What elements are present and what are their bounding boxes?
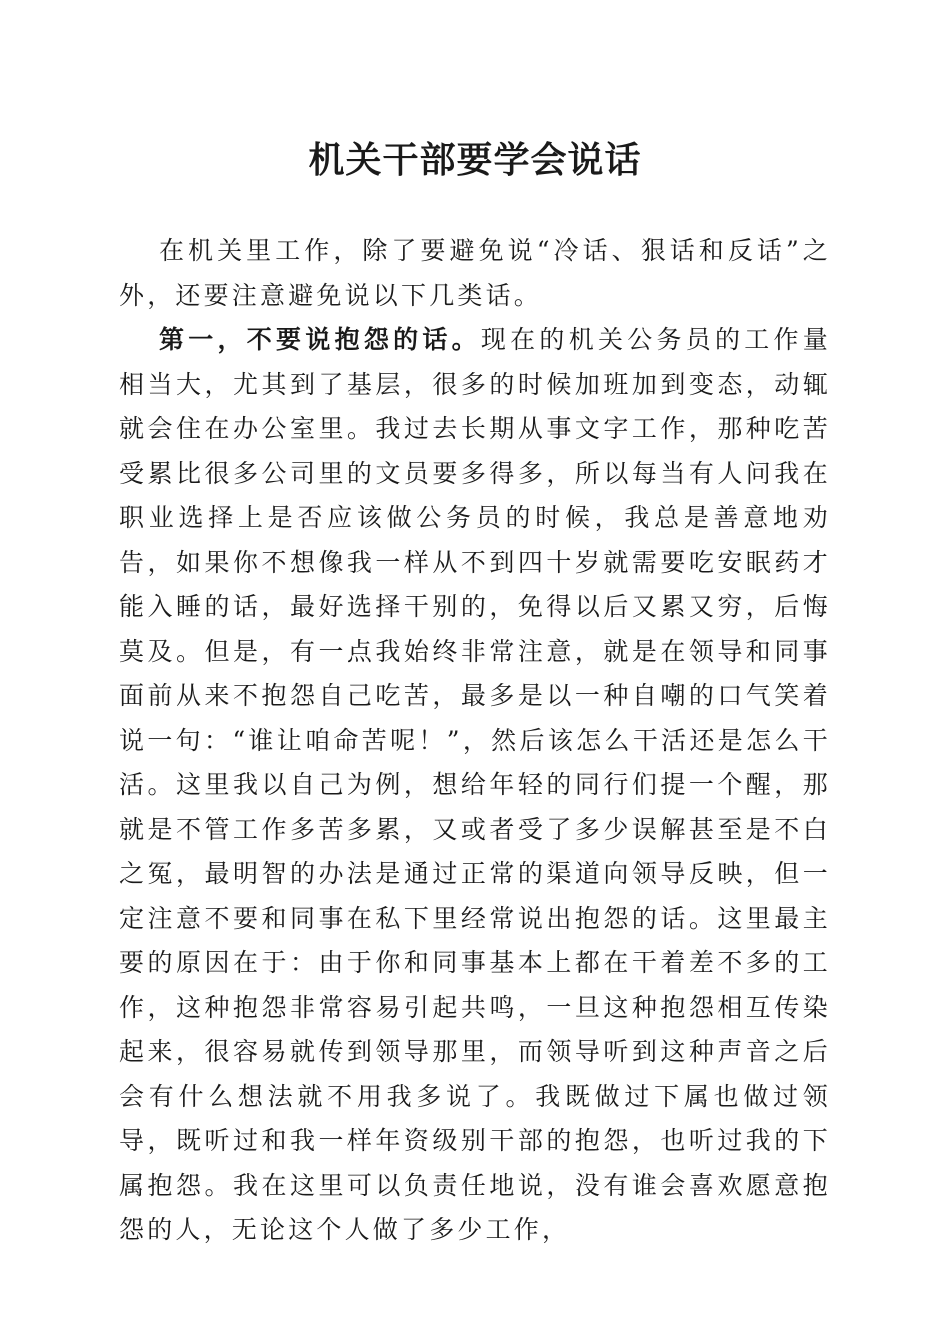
paragraph-text: 在机关里工作，除了要避免说“冷话、狠话和反话”之外，还要注意避免说以下几类话。 xyxy=(119,236,831,310)
paragraph-text: 现在的机关公务员的工作量相当大，尤其到了基层，很多的时候加班加到变态，动辄就会住在办公室里。我过去长期从事文字工作，那种吃苦受累比很多公司里的文员要多得多，所以每当有人问我在职业选择上是否应该做公务员的时候，我总是善意地劝告，如果你不想像我一样从不到四十岁就需要吃安眠药才能入睡的话，最好选择干别的，免得以后又累又穷，后悔莫及。但是，有一点我始终非常注意，就是在领导和同事面前从来不抱怨自己吃苦，最多是以一种自嘲的口气笑着说一句：“谁让咱命苦呢！”，然后该怎么干活还是怎么干活。这里我以自己为例，想给年轻的同行们提一个醒，那就是不管工作多苦多累，又或者受了多少误解甚至是不白之冤，最明智的办法是通过正常的渠道向领导反映，但一定注意不要和同事在私下里经常说出抱怨的话。这里最主要的原因在于：由于你和同事基本上都在干着差不多的工作，这种抱怨非常容易引起共鸣，一旦这种抱怨相互传染起来，很容易就传到领导那里，而领导听到这种声音之后会有什么想法就不用我多说了。我既做过下属也做过领导，既听过和我一样年资级别干部的抱怨，也听过我的下属抱怨。我在这里可以负责任地说，没有谁会喜欢愿意抱怨的人，无论这个人做了多少工作， xyxy=(119,325,832,1244)
document-title: 机关干部要学会说话 xyxy=(308,139,642,181)
paragraph-intro xyxy=(119,229,831,318)
document-body xyxy=(119,229,831,1253)
paragraph-first-point xyxy=(119,318,831,1253)
paragraph-lead: 第一，不要说抱怨的话。 xyxy=(159,325,481,354)
